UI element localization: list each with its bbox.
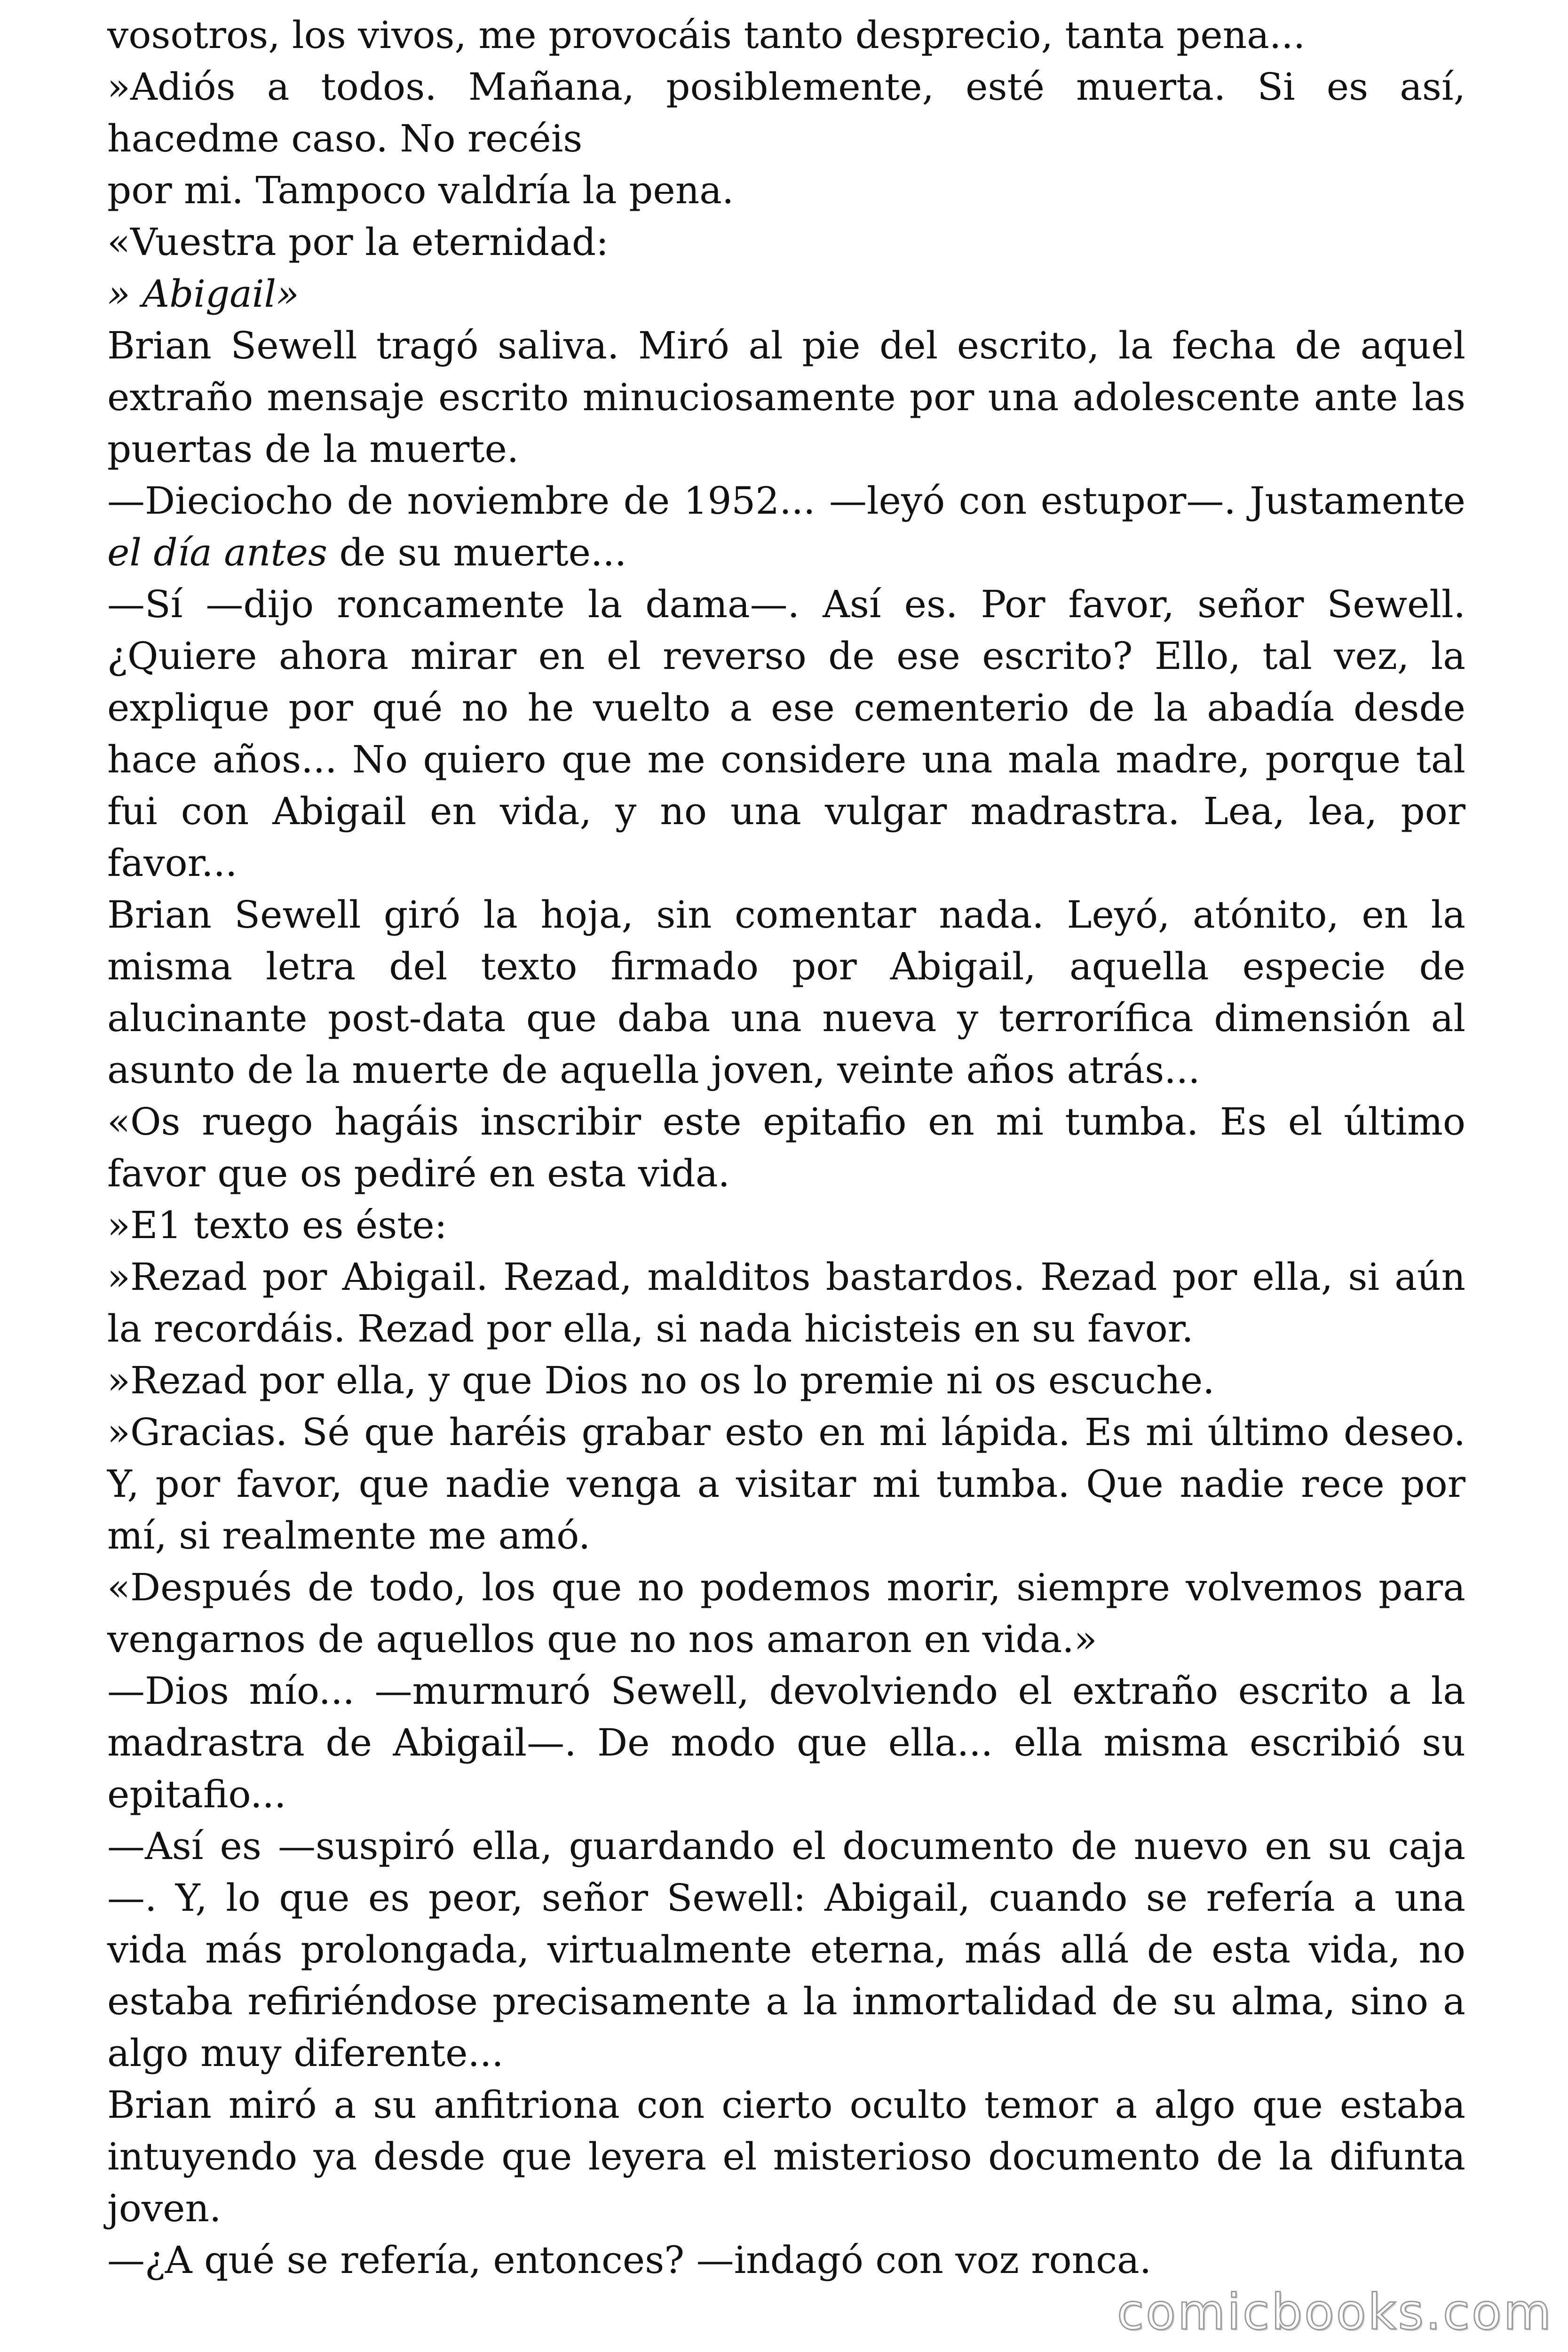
paragraph: Brian miró a su anfitriona con cierto oculto temor a algo que estaba intuyendo ya desde que leyera el misterioso documento de la difunta joven. — [107, 2083, 1465, 2230]
paragraph-text: de su muerte... — [327, 531, 627, 574]
paragraph-italic-text: el día antes — [107, 531, 328, 574]
paragraph-text: —Dieciocho de noviembre de 1952... —leyó con estupor—. Justamente — [107, 479, 1465, 523]
paragraph: vosotros, los vivos, me provocáis tanto desprecio, tanta pena... — [107, 13, 1306, 57]
paragraph: »E1 texto es éste: — [107, 1203, 447, 1247]
paragraph: —¿A qué se refería, entonces? —indagó con voz ronca. — [107, 2238, 1152, 2282]
paragraph: por mi. Tampoco valdría la pena. — [107, 168, 734, 212]
signature-line: » Abigail» — [107, 272, 299, 316]
paragraph: Brian Sewell tragó saliva. Miró al pie del escrito, la fecha de aquel extraño mensaje escrito minuciosamente por una adolescente ante las puertas de la muerte. — [107, 324, 1465, 471]
paragraph: »Gracias. Sé que haréis grabar esto en mi lápida. Es mi último deseo. Y, por favor, que nadie venga a visitar mi tumba. Que nadie rece por mí, si realmente me amó. — [107, 1410, 1465, 1557]
paragraph: »Rezad por ella, y que Dios no os lo premie ni os escuche. — [107, 1359, 1215, 1402]
paragraph: Brian Sewell giró la hoja, sin comentar nada. Leyó, atónito, en la misma letra del texto firmado por Abigail, aquella especie de alucinante post-data que daba una nueva y terrorífica dimensión al asunto de la muerte de aquella joven, veinte años atrás... — [107, 893, 1465, 1092]
paragraph: «Vuestra por la eternidad: — [107, 220, 609, 264]
paragraph: »Adiós a todos. Mañana, posiblemente, esté muerta. Si es así, hacedme caso. No recéis — [107, 65, 1465, 160]
paragraph — [107, 475, 1465, 579]
watermark-logo: comicbooks.com — [1117, 2283, 1553, 2341]
paragraph: —Dios mío... —murmuró Sewell, devolviendo el extraño escrito a la madrastra de Abigail—. De modo que ella... ella misma escribió su epitafio... — [107, 1669, 1465, 1816]
paragraph: «Os ruego hagáis inscribir este epitafio en mi tumba. Es el último favor que os pediré en esta vida. — [107, 1100, 1465, 1195]
paragraph: —Sí —dijo roncamente la dama—. Así es. Por favor, señor Sewell. ¿Quiere ahora mirar en el reverso de ese escrito? Ello, tal vez, la explique por qué no he vuelto a ese cementerio de la abadía desde hace años... No quiero que me considere una mala madre, porque tal fui con Abigail en vida, y no una vulgar madrastra. Lea, lea, por favor... — [107, 582, 1465, 885]
paragraph: «Después de todo, los que no podemos morir, siempre volvemos para vengarnos de aquellos que no nos amaron en vida.» — [107, 1565, 1465, 1661]
paragraph: »Rezad por Abigail. Rezad, malditos bastardos. Rezad por ella, si aún la recordáis. Rezad por ella, si nada hicisteis en su favor. — [107, 1255, 1465, 1351]
paragraph: —Así es —suspiró ella, guardando el documento de nuevo en su caja —. Y, lo que es peor, señor Sewell: Abigail, cuando se refería a una vida más prolongada, virtualmente eterna, más allá de esta vida, no estaba refiriéndose precisamente a la inmortalidad de su alma, sino a algo muy diferente... — [107, 1824, 1465, 2075]
page-text — [107, 9, 1465, 2286]
